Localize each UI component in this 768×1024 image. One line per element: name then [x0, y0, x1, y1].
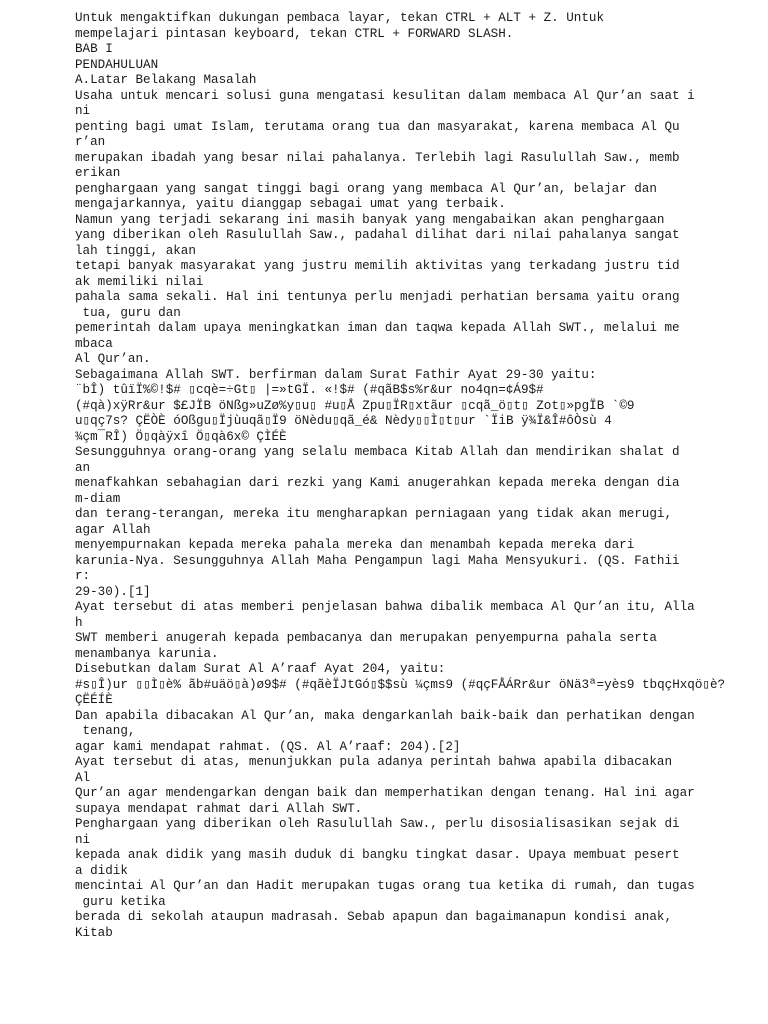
- text-line: berada di sekolah ataupun madrasah. Sebab apapun dan bagaimanapun kondisi anak,: [75, 910, 673, 924]
- text-line: mencintai Al Qur’an dan Hadit merupakan tugas orang tua ketika di rumah, dan tugas: [75, 879, 695, 893]
- text-line: Untuk mengaktifkan dukungan pembaca layar, tekan CTRL + ALT + Z. Untuk: [75, 11, 605, 25]
- text-line: tua, guru dan: [75, 305, 181, 320]
- text-line: ¾çm¯RÎ) Ö▯qàÿxî Ö▯qà6x© ÇÌÉÈ: [75, 429, 287, 444]
- text-line: guru ketika: [75, 894, 166, 909]
- text-line: agar kami mendapat rahmat. (QS. Al A’raaf: 204).[2]: [75, 739, 461, 754]
- text-line: menambanya karunia.: [75, 646, 219, 661]
- text-line: lah tinggi, akan: [75, 243, 196, 258]
- text-line: mbaca: [75, 336, 113, 351]
- text-line: tenang,: [75, 724, 136, 738]
- text-line: (#qà)xÿRr&ur $£JÏB öNßg»uZø%y▯u▯ #u▯Å Zpu▯ÏR▯xtãur ▯cqã_ö▯t▯ Zot▯»pgÏB `©9: [75, 398, 635, 413]
- text-line: dan terang-terangan, mereka itu mengharapkan perniagaan yang tidak akan merugi,: [75, 507, 673, 521]
- text-line: Ayat tersebut di atas memberi penjelasan bahwa dibalik membaca Al Qur’an itu, Alla: [75, 600, 695, 614]
- text-line: yang diberikan oleh Rasulullah Saw., padahal dilihat dari nilai pahalanya sangat: [75, 228, 680, 242]
- text-line: penghargaan yang sangat tinggi bagi orang yang membaca Al Qur’an, belajar dan: [75, 181, 657, 196]
- text-line: 29-30).[1]: [75, 584, 151, 599]
- text-line: PENDAHULUAN: [75, 57, 159, 72]
- text-line: an: [75, 460, 91, 475]
- text-line: penting bagi umat Islam, terutama orang tua dan masyarakat, karena membaca Al Qu: [75, 119, 680, 134]
- text-line: pemerintah dalam upaya meningkatkan iman dan taqwa kepada Allah SWT., melalui me: [75, 321, 680, 335]
- text-line: Sebagaimana Allah SWT. berfirman dalam Surat Fathir Ayat 29-30 yaitu:: [75, 367, 597, 382]
- document-text: [75, 11, 725, 941]
- text-line: BAB I: [75, 42, 113, 56]
- text-line: Sesungguhnya orang-orang yang selalu membaca Kitab Allah dan mendirikan shalat d: [75, 445, 680, 459]
- text-line: kepada anak didik yang masih duduk di bangku tingkat dasar. Upaya membuat pesert: [75, 848, 680, 862]
- text-line: menafkahkan sebahagian dari rezki yang Kami anugerahkan kepada mereka dengan dia: [75, 476, 680, 490]
- text-line: tetapi banyak masyarakat yang justru memilih aktivitas yang terkadang justru tid: [75, 259, 680, 273]
- text-line: r:: [75, 569, 91, 583]
- text-line: pahala sama sekali. Hal ini tentunya perlu menjadi perhatian bersama yaitu orang: [75, 290, 680, 304]
- text-line: Al: [75, 770, 91, 785]
- text-line: Dan apabila dibacakan Al Qur’an, maka dengarkanlah baik-baik dan perhatikan dengan: [75, 708, 695, 723]
- text-line: SWT memberi anugerah kepada pembacanya dan merupakan penyempurna pahala serta: [75, 631, 657, 645]
- text-line: Kitab: [75, 925, 113, 940]
- text-line: a didik: [75, 863, 128, 878]
- text-line: Ayat tersebut di atas, menunjukkan pula adanya perintah bahwa apabila dibacakan: [75, 755, 673, 769]
- text-line: ni: [75, 832, 91, 847]
- text-line: karunia-Nya. Sesungguhnya Allah Maha Pengampun lagi Maha Mensyukuri. (QS. Fathii: [75, 553, 680, 568]
- text-line: merupakan ibadah yang besar nilai pahalanya. Terlebih lagi Rasulullah Saw., memb: [75, 150, 680, 165]
- text-line: ÇËÉÍÈ: [75, 693, 113, 707]
- text-line: erikan: [75, 166, 121, 180]
- text-line: ¨bÎ) tûïÏ%©!$# ▯cqè=÷Gt▯ |=»tGÏ. «!$# (#qãB$s%r&ur no4qn=¢Á9$#: [75, 383, 544, 397]
- text-line: Al Qur’an.: [75, 352, 151, 366]
- text-line: A.Latar Belakang Masalah: [75, 73, 257, 87]
- text-line: Namun yang terjadi sekarang ini masih banyak yang mengabaikan akan penghargaan: [75, 212, 665, 227]
- text-line: mempelajari pintasan keyboard, tekan CTRL + FORWARD SLASH.: [75, 26, 514, 41]
- text-line: mengajarkannya, yaitu dianggap sebagai umat yang terbaik.: [75, 197, 506, 211]
- text-line: r’an: [75, 135, 106, 149]
- text-line: supaya mendapat rahmat dari Allah SWT.: [75, 801, 363, 816]
- text-line: Qur’an agar mendengarkan dengan baik dan memperhatikan dengan tenang. Hal ini agar: [75, 786, 695, 800]
- text-line: menyempurnakan kepada mereka pahala mereka dan menambah kepada mereka dari: [75, 538, 635, 552]
- text-line: agar Allah: [75, 522, 151, 537]
- text-line: u▯qç7s? ÇËÒÈ óOßgu▯Ïjùuqã▯Ï9 öNèdu▯qã_é& Nèdy▯▯Ì▯t▯ur `ÏiB ÿ¾Ï&Î#ôÒsù 4: [75, 414, 612, 428]
- text-line: m-diam: [75, 491, 121, 506]
- text-line: h: [75, 615, 83, 630]
- text-line: ni: [75, 104, 91, 118]
- text-line: ak memiliki nilai: [75, 274, 204, 289]
- text-line: Penghargaan yang diberikan oleh Rasulullah Saw., perlu disosialisasikan sejak di: [75, 817, 680, 831]
- text-line: Usaha untuk mencari solusi guna mengatasi kesulitan dalam membaca Al Qur’an saat i: [75, 88, 695, 103]
- text-line: #s▯Î)ur ▯▯Ì▯è% ãb#uäö▯à)ø9$# (#qãèÏJtGó▯$$sù ¼çms9 (#qçFÅÁRr&ur öNä3ª=yès9 tbqçHxqö▯è?: [75, 677, 726, 692]
- text-line: Disebutkan dalam Surat Al A’raaf Ayat 204, yaitu:: [75, 662, 446, 676]
